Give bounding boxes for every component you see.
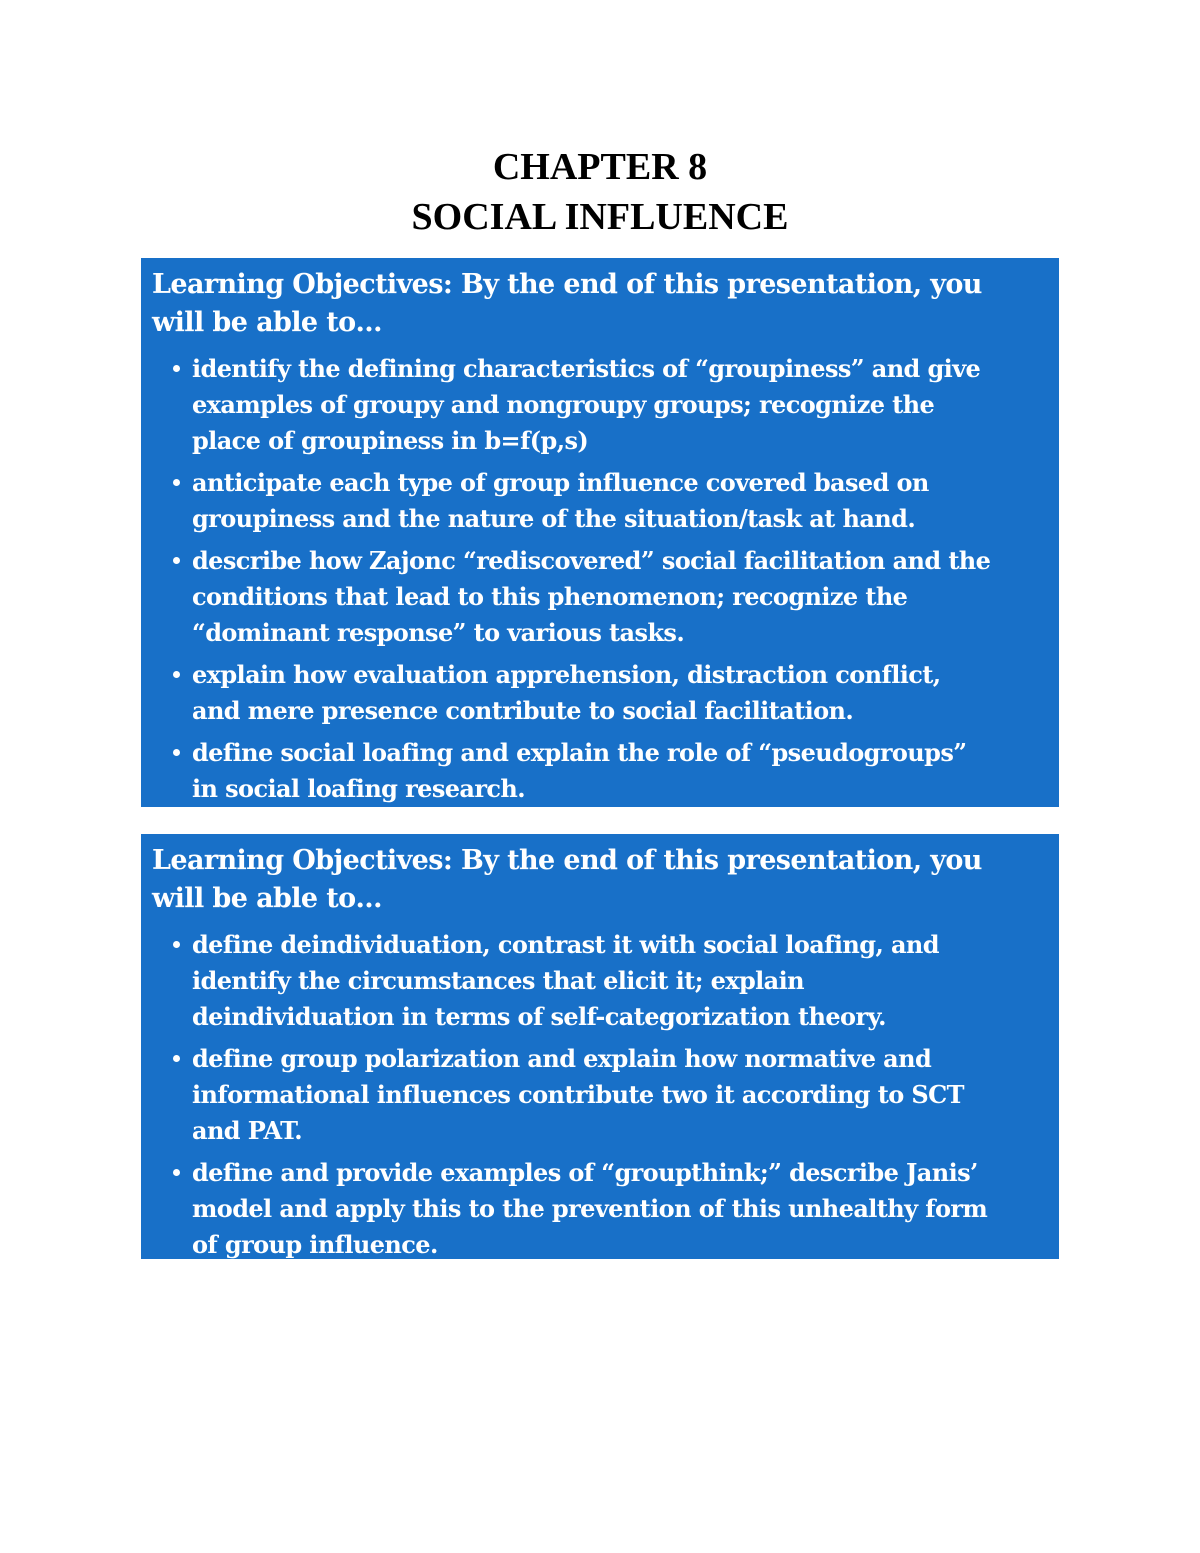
objective-line: examples of groupy and nongroupy groups; recognize the [192,390,935,419]
slide-heading-line: Learning Objectives: By the end of this presentation, you [152,269,982,300]
objective-line: define deindividuation, contrast it with social loafing, and [192,930,939,959]
slide-learning-objectives-2 [141,834,1059,1259]
objective-line: in social loafing research. [192,774,526,803]
objective-text [192,543,1059,651]
objective-text [192,1155,1059,1259]
objective-text [192,927,1059,1035]
objective-list [171,927,1059,1259]
objective-item [171,1155,1059,1259]
slide-heading-line: Learning Objectives: By the end of this presentation, you [152,845,982,876]
objective-line: define social loafing and explain the role of “pseudogroups” [192,738,967,767]
objective-line: model and apply this to the prevention of this unhealthy form [192,1194,988,1223]
objective-line: groupiness and the nature of the situation/task at hand. [192,504,916,533]
objective-item [171,735,1059,807]
bullet-icon [173,1169,180,1176]
objective-list [171,351,1059,807]
bullet-icon [173,1055,180,1062]
objective-item [171,657,1059,729]
objective-line: define and provide examples of “groupthink;” describe Janis’ [192,1158,978,1187]
objective-line: define group polarization and explain how normative and [192,1044,932,1073]
objective-line: and mere presence contribute to social facilitation. [192,696,854,725]
objective-text [192,735,1059,807]
objective-line: describe how Zajonc “rediscovered” social facilitation and the [192,546,991,575]
slide-heading [152,842,1052,918]
objective-text [192,465,1059,537]
chapter-number: CHAPTER 8 [492,146,708,188]
slide-heading-line: will be able to… [152,307,382,338]
objective-item [171,1041,1059,1149]
objective-text [192,1041,1059,1149]
chapter-title: SOCIAL INFLUENCE [411,196,789,238]
objective-text [192,351,1059,459]
page-title [0,142,1200,242]
objective-line: identify the defining characteristics of “groupiness” and give [192,354,981,383]
slide-learning-objectives-1 [141,258,1059,807]
bullet-icon [173,365,180,372]
objective-text [192,657,1059,729]
objective-line: identify the circumstances that elicit it; explain [192,966,805,995]
objective-line: conditions that lead to this phenomenon; recognize the [192,582,908,611]
bullet-icon [173,671,180,678]
slide-heading [152,266,1052,342]
objective-item [171,543,1059,651]
objective-line: anticipate each type of group influence covered based on [192,468,929,497]
objective-line: place of groupiness in b=f(p,s) [192,426,589,455]
bullet-icon [173,749,180,756]
objective-item [171,465,1059,537]
bullet-icon [173,557,180,564]
objective-line: explain how evaluation apprehension, distraction conflict, [192,660,941,689]
objective-line: deindividuation in terms of self-categorization theory. [192,1002,886,1031]
bullet-icon [173,479,180,486]
objective-line: informational influences contribute two it according to SCT [192,1080,964,1109]
objective-line: of group influence. [192,1230,438,1259]
objective-item [171,927,1059,1035]
slide-heading-line: will be able to… [152,883,382,914]
objective-line: “dominant response” to various tasks. [192,618,685,647]
objective-line: and PAT. [192,1116,303,1145]
objective-item [171,351,1059,459]
bullet-icon [173,941,180,948]
